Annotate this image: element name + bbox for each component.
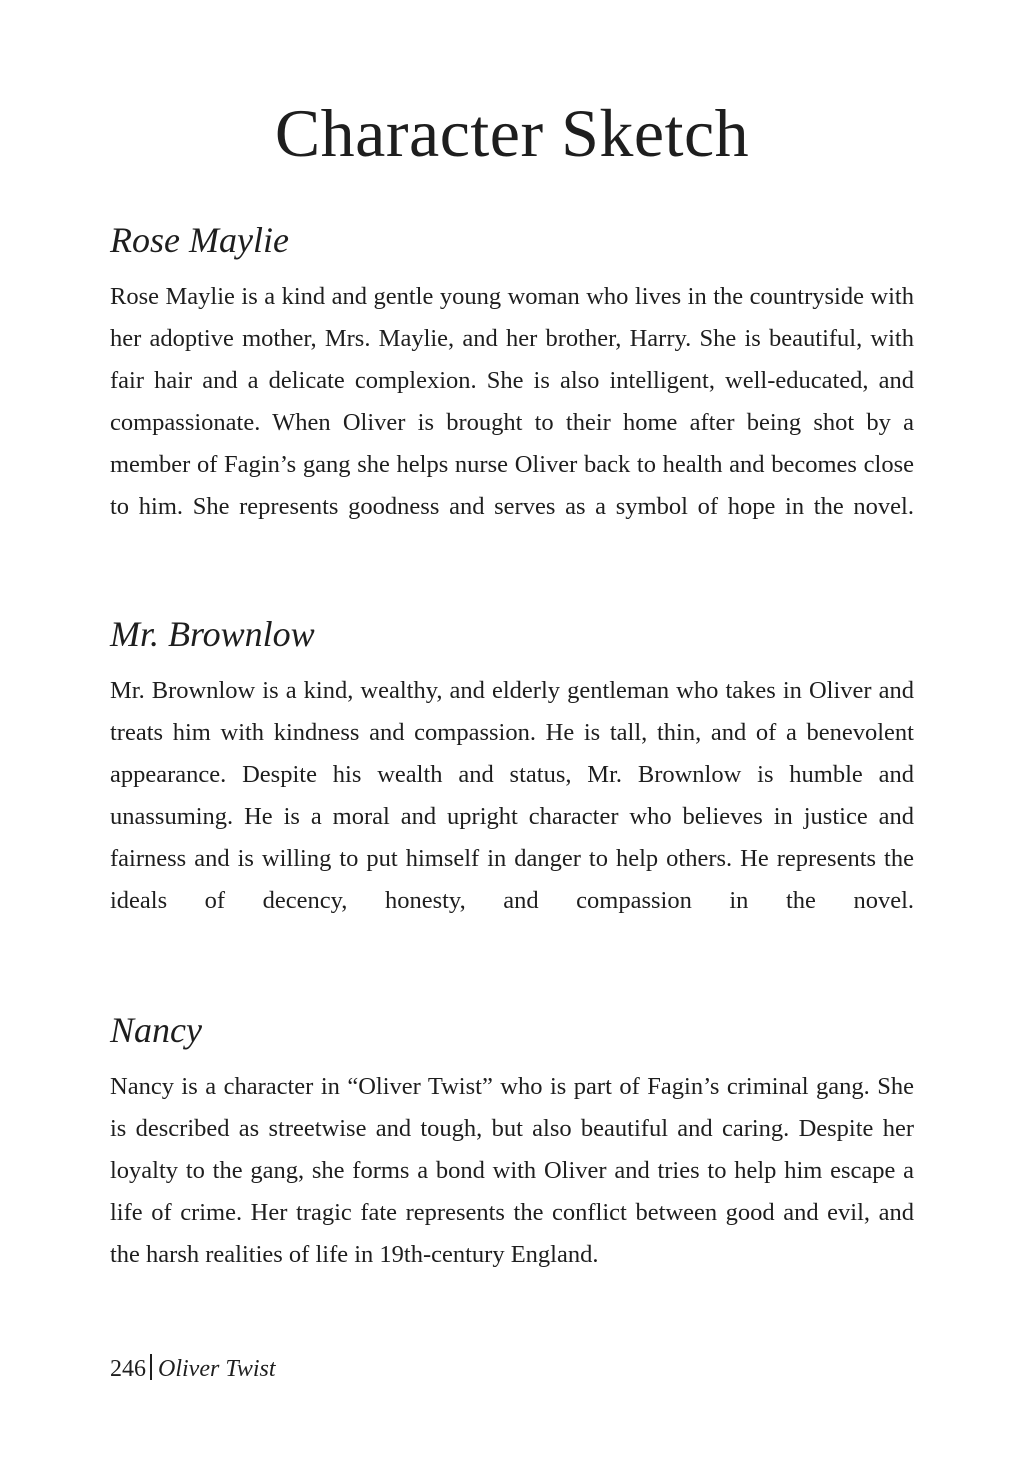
section-mr-brownlow [110,612,914,922]
section-body-rose-maylie: Rose Maylie is a kind and gentle young woman who lives in the countryside with her adoptive mother, Mrs. Maylie, and her brother, Harry. She is beautiful, with fair hair and a delicate complexion. She is also intelligent, well-educated, and compassionate. When Oliver is brought to their home after being shot by a member of Fagin’s gang she helps nurse Oliver back to health and becomes close to him. She represents goodness and serves as a symbol of hope in the novel. [110,283,914,520]
running-title: Oliver Twist [158,1356,276,1382]
section-body-nancy: Nancy is a character in “Oliver Twist” who is part of Fagin’s criminal gang. She is described as streetwise and tough, but also beautiful and caring. Despite her loyalty to the gang, she forms a bond with Oliver and tries to help him escape a life of crime. Her tragic fate represents the conflict between good and evil, and the harsh realities of life in 19th-century England. [110,1073,914,1268]
page-footer [110,1352,276,1386]
section-nancy [110,1008,914,1276]
section-heading-rose-maylie: Rose Maylie [110,220,289,260]
footer-divider [150,1354,152,1380]
section-body-mr-brownlow: Mr. Brownlow is a kind, wealthy, and elderly gentleman who takes in Oliver and treats him with kindness and compassion. He is tall, thin, and of a benevolent appearance. Despite his wealth and status, Mr. Brownlow is humble and unassuming. He is a moral and upright character who believes in justice and fairness and is willing to put himself in danger to help others. He represents the ideals of decency, honesty, and compassion in the novel. [110,677,914,914]
page-title: Character Sketch [274,95,750,171]
page-number: 246 [110,1356,146,1382]
section-heading-mr-brownlow: Mr. Brownlow [110,614,315,654]
section-heading-nancy: Nancy [110,1010,202,1050]
section-rose-maylie [110,218,914,528]
